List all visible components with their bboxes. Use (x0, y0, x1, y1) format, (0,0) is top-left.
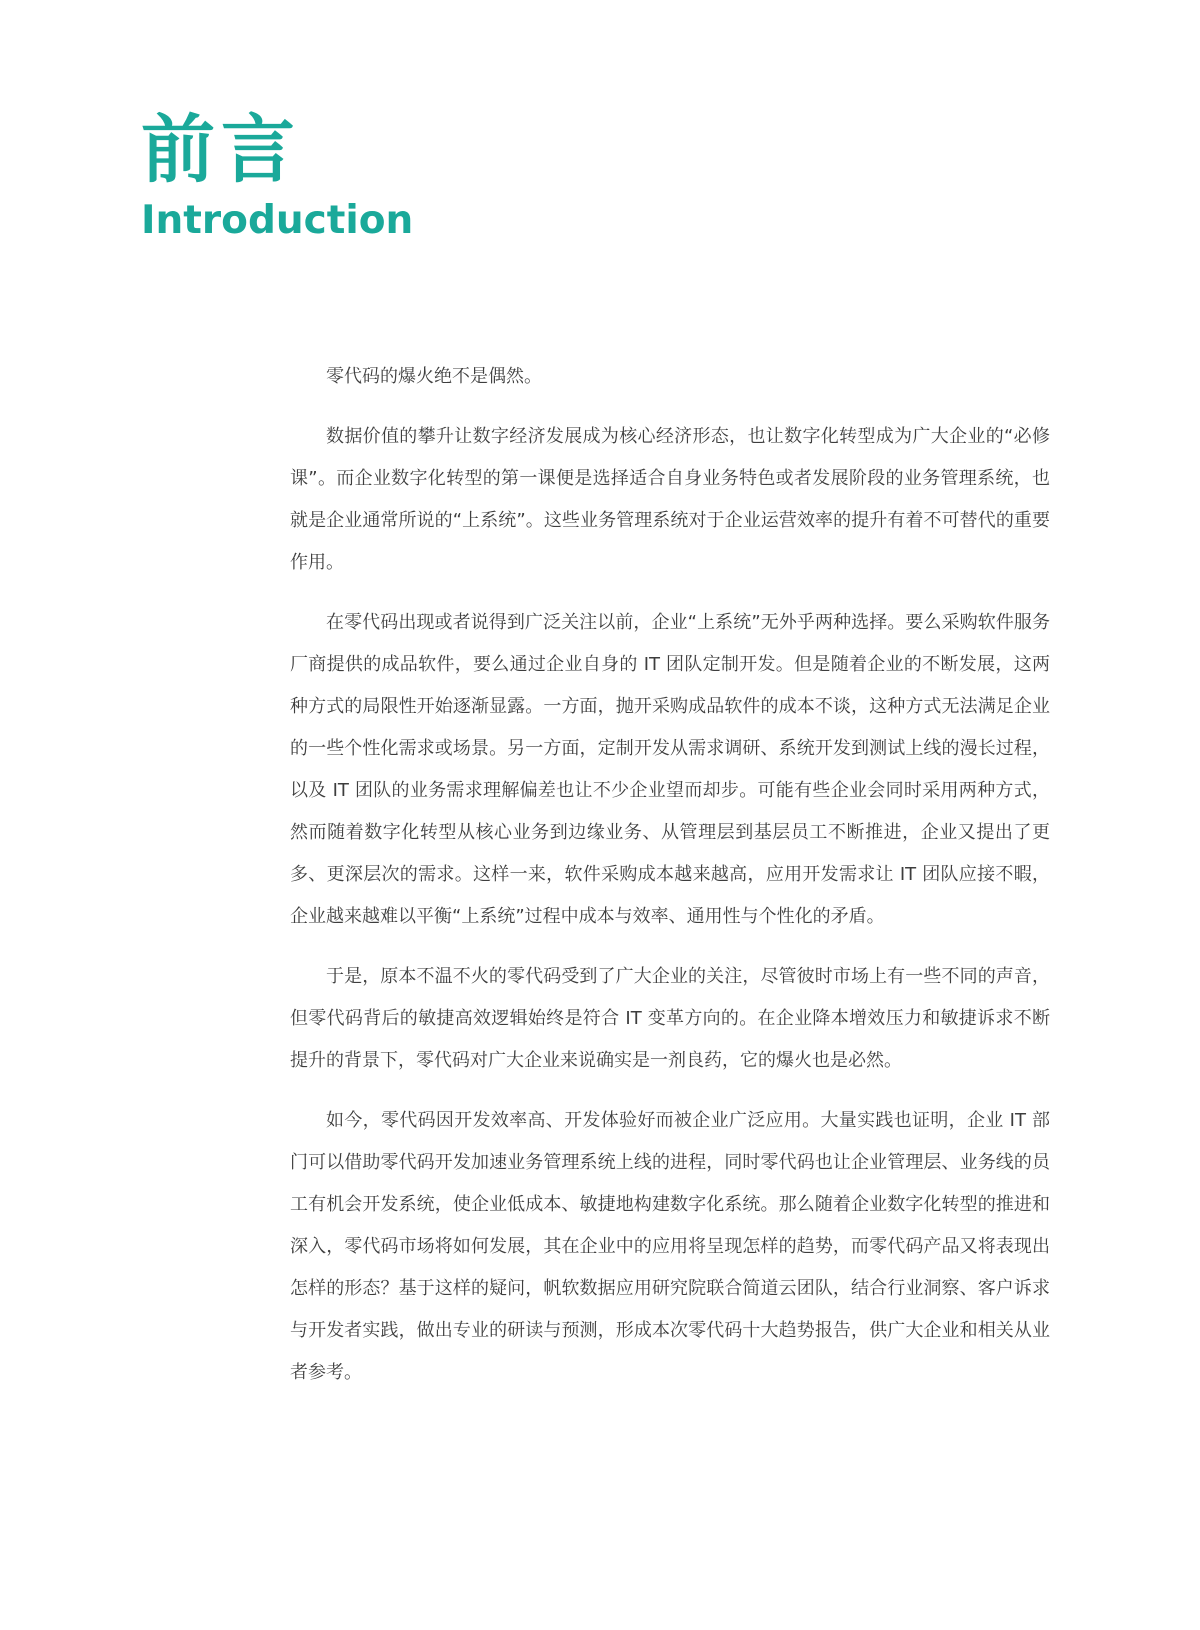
paragraph-2: 数据价值的攀升让数字经济发展成为核心经济形态，也让数字化转型成为广大企业的“必修课”。而企业数字化转型的第一课便是选择适合自身业务特色或者发展阶段的业务管理系统，也就是企业通常所说的“上系统”。这些业务管理系统对于企业运营效率的提升有着不可替代的重要作用。 (290, 426, 1050, 573)
paragraph-5: 如今，零代码因开发效率高、开发体验好而被企业广泛应用。大量实践也证明，企业 IT 部门可以借助零代码开发加速业务管理系统上线的进程，同时零代码也让企业管理层、业务线的员工有机会开发系统，使企业低成本、敏捷地构建数字化系统。那么随着企业数字化转型的推进和深入，零代码市场将如何发展，其在企业中的应用将呈现怎样的趋势，而零代码产品又将表现出怎样的形态？基于这样的疑问，帆软数据应用研究院联合简道云团队，结合行业洞察、客户诉求与开发者实践，做出专业的研读与预测，形成本次零代码十大趋势报告，供广大企业和相关从业者参考。 (290, 1110, 1050, 1383)
introduction-body (290, 356, 1050, 1412)
page-title-english: Introduction (141, 198, 414, 243)
page-title-chinese: 前言 (141, 107, 301, 193)
page-header (141, 108, 413, 244)
paragraph-1: 零代码的爆火绝不是偶然。 (326, 366, 542, 387)
paragraph-3: 在零代码出现或者说得到广泛关注以前，企业“上系统”无外乎两种选择。要么采购软件服务厂商提供的成品软件，要么通过企业自身的 IT 团队定制开发。但是随着企业的不断发展，这两种方式的局限性开始逐渐显露。一方面，抛开采购成品软件的成本不谈，这种方式无法满足企业的一些个性化需求或场景。另一方面，定制开发从需求调研、系统开发到测试上线的漫长过程，以及 IT 团队的业务需求理解偏差也让不少企业望而却步。可能有些企业会同时采用两种方式，然而随着数字化转型从核心业务到边缘业务、从管理层到基层员工不断推进，企业又提出了更多、更深层次的需求。这样一来，软件采购成本越来越高，应用开发需求让 IT 团队应接不暇，企业越来越难以平衡“上系统”过程中成本与效率、通用性与个性化的矛盾。 (290, 612, 1050, 927)
paragraph-4: 于是，原本不温不火的零代码受到了广大企业的关注，尽管彼时市场上有一些不同的声音，但零代码背后的敏捷高效逻辑始终是符合 IT 变革方向的。在企业降本增效压力和敏捷诉求不断提升的背景下，零代码对广大企业来说确实是一剂良药，它的爆火也是必然。 (290, 966, 1050, 1071)
